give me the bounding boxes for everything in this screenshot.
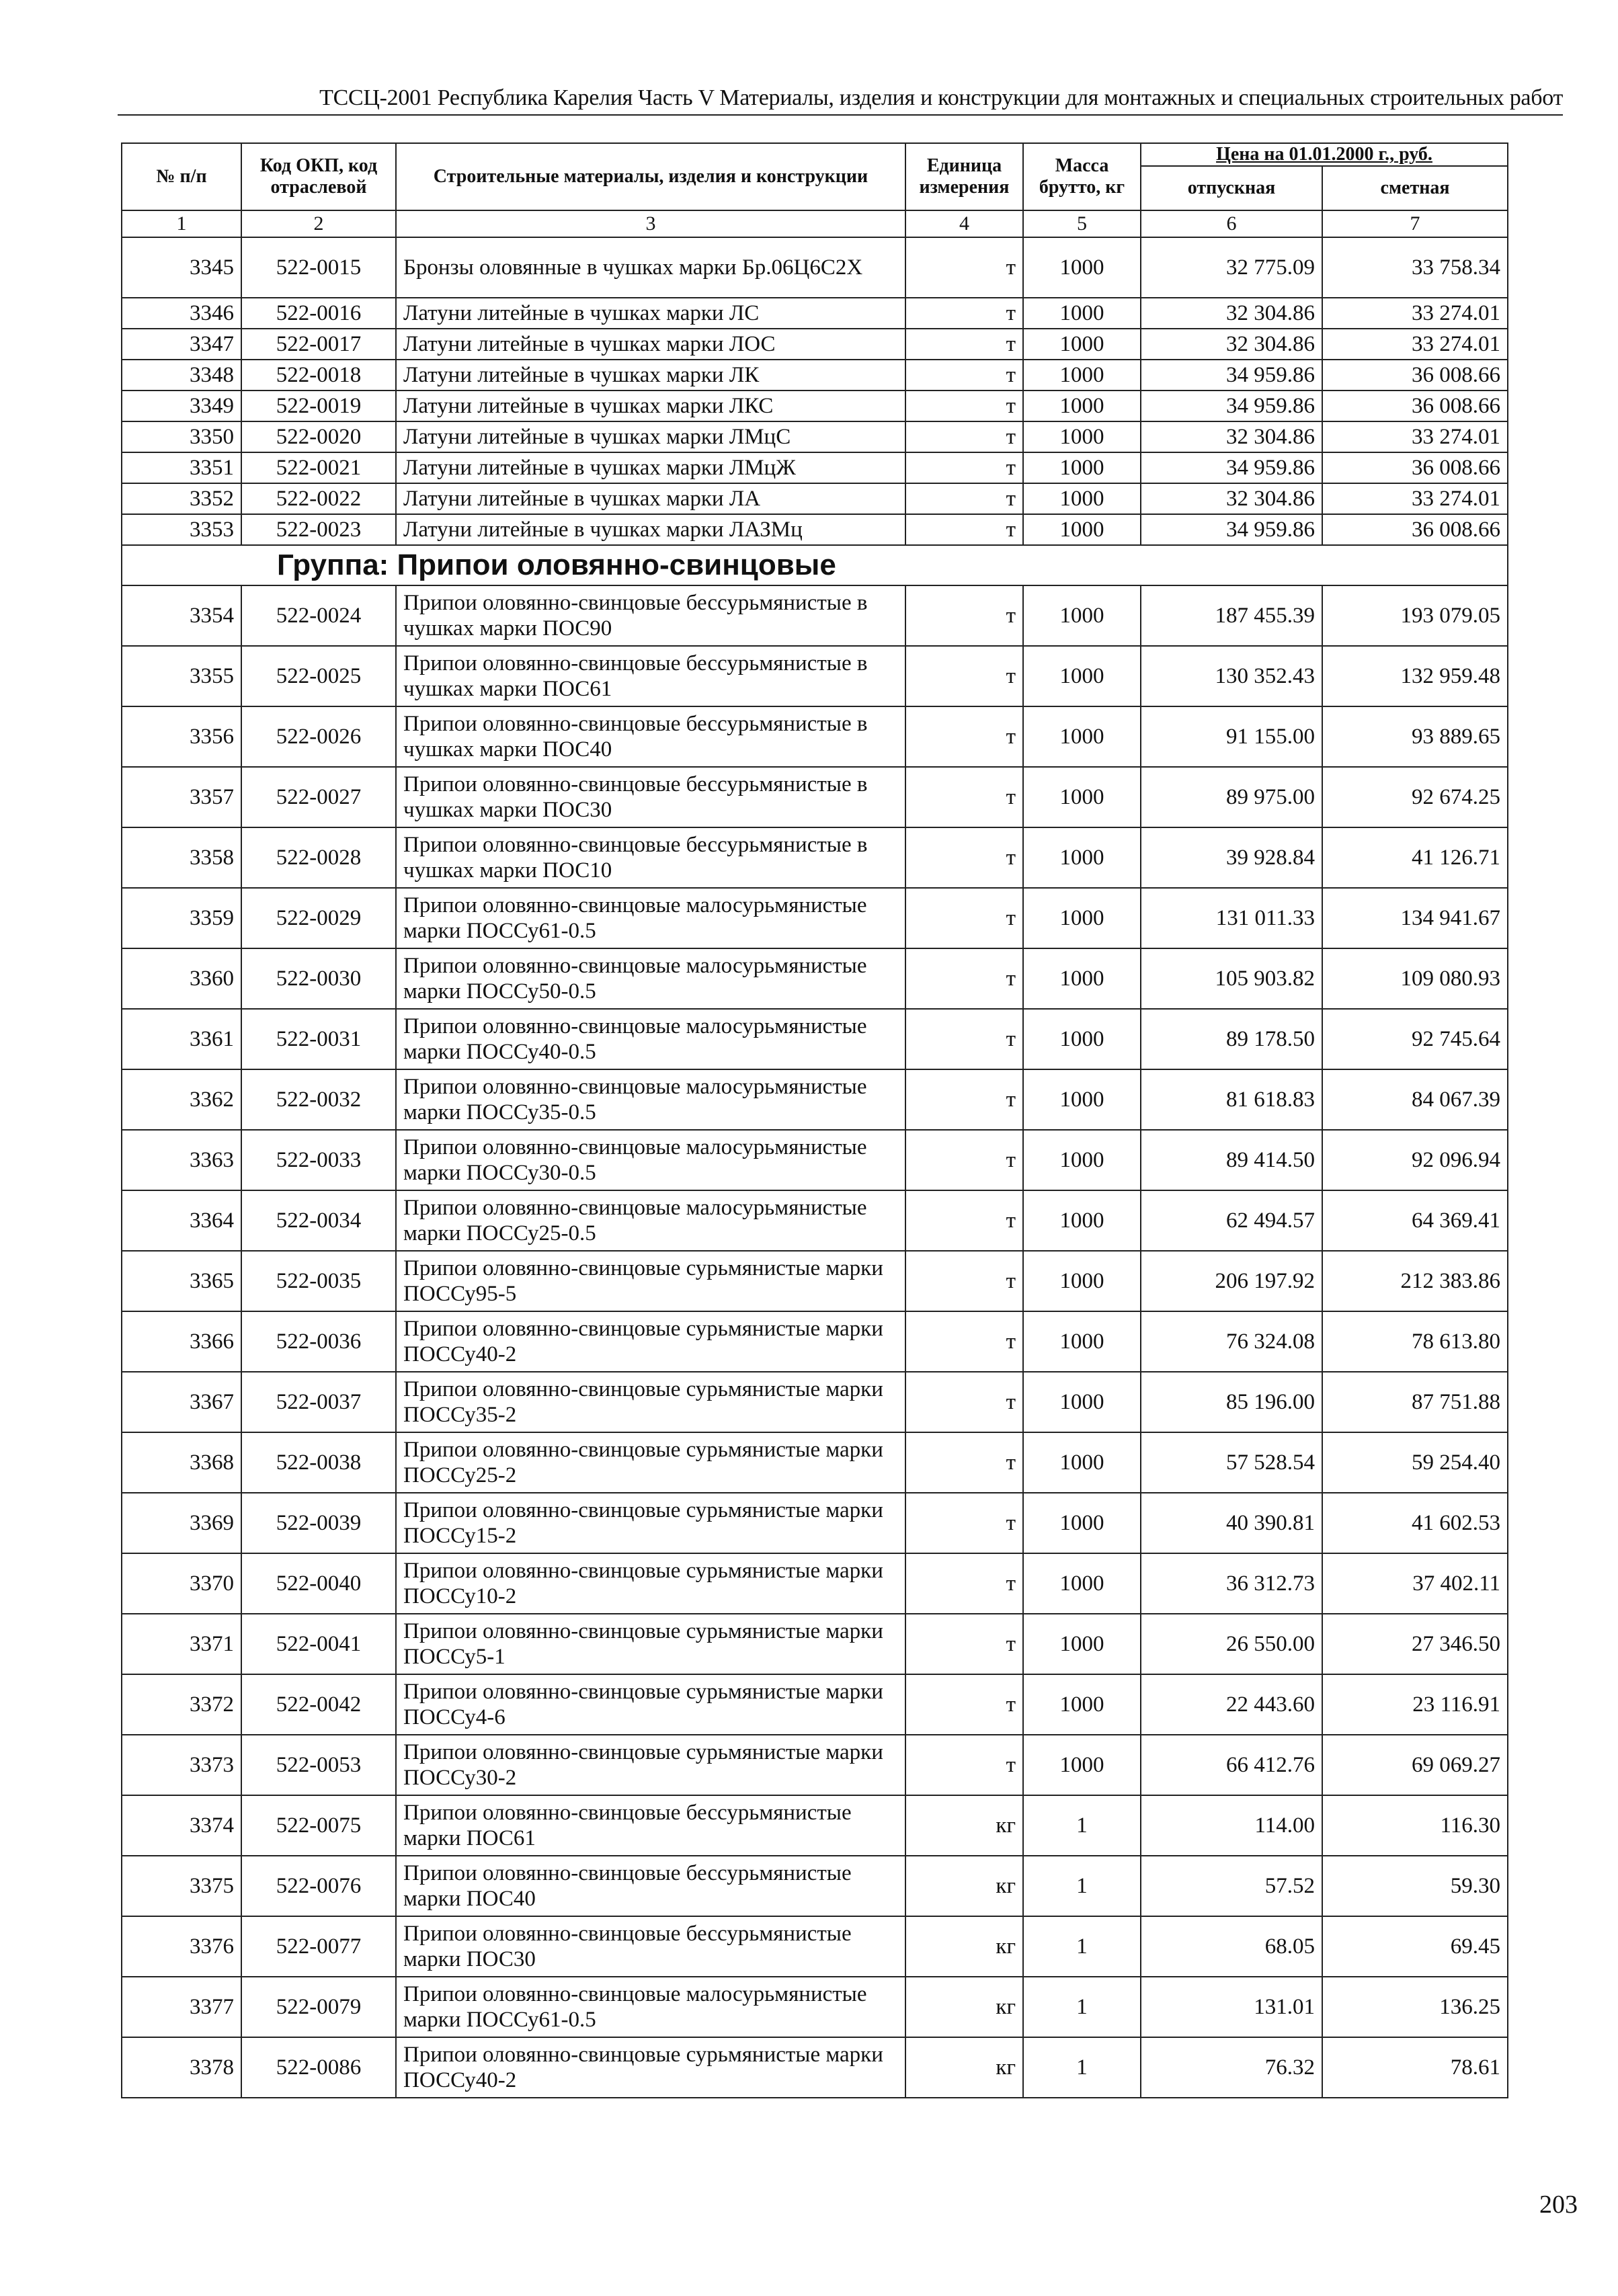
cell-unit: т [905, 1009, 1023, 1069]
cell-unit: т [905, 1190, 1023, 1251]
table-row [122, 888, 1508, 948]
table-row [122, 585, 1508, 646]
cell-mass: 1000 [1023, 1432, 1141, 1493]
cell-name: Припои оловянно-свинцовые бессурьмянистые марки ПОС40 [396, 1856, 905, 1916]
cell-unit: т [905, 1372, 1023, 1432]
table-row [122, 360, 1508, 391]
cell-name: Припои оловянно-свинцовые бессурьмянистые в чушках марки ПОС90 [396, 585, 905, 646]
cell-code: 522-0015 [241, 237, 396, 298]
cell-unit: т [905, 391, 1023, 421]
cell-name: Припои оловянно-свинцовые сурьмянистые марки ПОССу40-2 [396, 2037, 905, 2098]
cell-mass: 1000 [1023, 452, 1141, 483]
cell-price-release: 76.32 [1141, 2037, 1322, 2098]
col-number: 4 [905, 210, 1023, 237]
cell-price-estimate: 69 069.27 [1322, 1735, 1508, 1795]
cell-price-release: 39 928.84 [1141, 827, 1322, 888]
cell-price-estimate: 36 008.66 [1322, 452, 1508, 483]
table-row [122, 1251, 1508, 1311]
cell-mass: 1 [1023, 1916, 1141, 1977]
cell-name: Припои оловянно-свинцовые малосурьмянистые марки ПОССу30-0.5 [396, 1130, 905, 1190]
header-num: № п/п [122, 143, 241, 210]
cell-name: Припои оловянно-свинцовые сурьмянистые марки ПОССу35-2 [396, 1372, 905, 1432]
table-row [122, 948, 1508, 1009]
cell-code: 522-0017 [241, 329, 396, 360]
cell-name: Латуни литейные в чушках марки ЛМцЖ [396, 452, 905, 483]
cell-price-release: 32 304.86 [1141, 298, 1322, 329]
table-row [122, 1916, 1508, 1977]
cell-num: 3376 [122, 1916, 241, 1977]
cell-unit: т [905, 1069, 1023, 1130]
col-number: 3 [396, 210, 905, 237]
cell-name: Припои оловянно-свинцовые малосурьмянистые марки ПОССу61-0.5 [396, 888, 905, 948]
table-row [122, 483, 1508, 514]
cell-num: 3353 [122, 514, 241, 545]
cell-num: 3375 [122, 1856, 241, 1916]
cell-price-release: 34 959.86 [1141, 514, 1322, 545]
cell-mass: 1000 [1023, 298, 1141, 329]
cell-price-release: 91 155.00 [1141, 706, 1322, 767]
cell-mass: 1000 [1023, 1674, 1141, 1735]
cell-price-release: 81 618.83 [1141, 1069, 1322, 1130]
cell-price-release: 57.52 [1141, 1856, 1322, 1916]
table-row [122, 1614, 1508, 1674]
cell-num: 3358 [122, 827, 241, 888]
header-price-release: отпускная [1141, 166, 1322, 210]
cell-unit: кг [905, 1795, 1023, 1856]
cell-code: 522-0036 [241, 1311, 396, 1372]
cell-unit: т [905, 1251, 1023, 1311]
table-row [122, 237, 1508, 298]
cell-code: 522-0022 [241, 483, 396, 514]
cell-num: 3364 [122, 1190, 241, 1251]
cell-price-estimate: 92 745.64 [1322, 1009, 1508, 1069]
cell-code: 522-0027 [241, 767, 396, 827]
cell-price-release: 66 412.76 [1141, 1735, 1322, 1795]
group-heading-body [122, 545, 1508, 585]
cell-code: 522-0042 [241, 1674, 396, 1735]
cell-mass: 1000 [1023, 1735, 1141, 1795]
cell-price-release: 114.00 [1141, 1795, 1322, 1856]
cell-unit: т [905, 1614, 1023, 1674]
cell-num: 3367 [122, 1372, 241, 1432]
header-price-estimate: сметная [1322, 166, 1508, 210]
cell-num: 3355 [122, 646, 241, 706]
cell-mass: 1000 [1023, 767, 1141, 827]
col-number: 7 [1322, 210, 1508, 237]
cell-code: 522-0032 [241, 1069, 396, 1130]
cell-code: 522-0039 [241, 1493, 396, 1553]
column-numbers-row [122, 210, 1508, 237]
cell-code: 522-0018 [241, 360, 396, 391]
cell-code: 522-0031 [241, 1009, 396, 1069]
cell-num: 3362 [122, 1069, 241, 1130]
cell-price-release: 40 390.81 [1141, 1493, 1322, 1553]
col-number: 1 [122, 210, 241, 237]
cell-price-release: 89 414.50 [1141, 1130, 1322, 1190]
cell-mass: 1 [1023, 1856, 1141, 1916]
cell-price-release: 131.01 [1141, 1977, 1322, 2037]
cell-mass: 1000 [1023, 646, 1141, 706]
cell-price-estimate: 41 602.53 [1322, 1493, 1508, 1553]
table-row [122, 1674, 1508, 1735]
cell-name: Припои оловянно-свинцовые сурьмянистые марки ПОССу10-2 [396, 1553, 905, 1614]
cell-num: 3359 [122, 888, 241, 948]
cell-code: 522-0029 [241, 888, 396, 948]
page-header: ТССЦ-2001 Республика Карелия Часть V Материалы, изделия и конструкции для монтажных и специальных строительных работ [118, 82, 1563, 116]
cell-price-estimate: 134 941.67 [1322, 888, 1508, 948]
cell-price-estimate: 33 758.34 [1322, 237, 1508, 298]
cell-unit: т [905, 1130, 1023, 1190]
table-row [122, 452, 1508, 483]
cell-price-estimate: 36 008.66 [1322, 391, 1508, 421]
cell-num: 3345 [122, 237, 241, 298]
cell-name: Припои оловянно-свинцовые сурьмянистые марки ПОССу30-2 [396, 1735, 905, 1795]
table-row [122, 1372, 1508, 1432]
cell-code: 522-0023 [241, 514, 396, 545]
table-row [122, 298, 1508, 329]
cell-code: 522-0020 [241, 421, 396, 452]
cell-code: 522-0030 [241, 948, 396, 1009]
cell-price-estimate: 193 079.05 [1322, 585, 1508, 646]
cell-mass: 1000 [1023, 1190, 1141, 1251]
cell-price-estimate: 37 402.11 [1322, 1553, 1508, 1614]
cell-price-estimate: 59.30 [1322, 1856, 1508, 1916]
cell-num: 3351 [122, 452, 241, 483]
cell-num: 3372 [122, 1674, 241, 1735]
cell-mass: 1000 [1023, 827, 1141, 888]
cell-price-estimate: 92 096.94 [1322, 1130, 1508, 1190]
cell-name: Припои оловянно-свинцовые малосурьмянистые марки ПОССу40-0.5 [396, 1009, 905, 1069]
table-body-top [122, 237, 1508, 545]
cell-price-estimate: 136.25 [1322, 1977, 1508, 2037]
cell-price-estimate: 69.45 [1322, 1916, 1508, 1977]
cell-unit: т [905, 827, 1023, 888]
cell-name: Припои оловянно-свинцовые сурьмянистые марки ПОССу25-2 [396, 1432, 905, 1493]
cell-code: 522-0025 [241, 646, 396, 706]
cell-mass: 1000 [1023, 948, 1141, 1009]
cell-price-estimate: 33 274.01 [1322, 329, 1508, 360]
cell-price-estimate: 33 274.01 [1322, 483, 1508, 514]
table-row [122, 329, 1508, 360]
cell-unit: т [905, 646, 1023, 706]
cell-name: Припои оловянно-свинцовые сурьмянистые марки ПОССу4-6 [396, 1674, 905, 1735]
cell-code: 522-0075 [241, 1795, 396, 1856]
table-row [122, 1190, 1508, 1251]
cell-mass: 1000 [1023, 421, 1141, 452]
cell-mass: 1000 [1023, 1493, 1141, 1553]
cell-unit: т [905, 514, 1023, 545]
cell-price-estimate: 78 613.80 [1322, 1311, 1508, 1372]
cell-name: Припои оловянно-свинцовые сурьмянистые марки ПОССу15-2 [396, 1493, 905, 1553]
cell-price-release: 57 528.54 [1141, 1432, 1322, 1493]
cell-code: 522-0028 [241, 827, 396, 888]
cell-price-release: 32 304.86 [1141, 421, 1322, 452]
header-mass: Масса брутто, кг [1023, 143, 1141, 210]
cell-num: 3368 [122, 1432, 241, 1493]
cell-name: Бронзы оловянные в чушках марки Бр.06Ц6С2Х [396, 237, 905, 298]
cell-price-release: 89 178.50 [1141, 1009, 1322, 1069]
cell-code: 522-0040 [241, 1553, 396, 1614]
cell-unit: кг [905, 1977, 1023, 2037]
cell-num: 3356 [122, 706, 241, 767]
cell-unit: кг [905, 1856, 1023, 1916]
cell-unit: т [905, 298, 1023, 329]
cell-name: Припои оловянно-свинцовые сурьмянистые марки ПОССу40-2 [396, 1311, 905, 1372]
cell-unit: т [905, 585, 1023, 646]
cell-unit: кг [905, 2037, 1023, 2098]
cell-num: 3361 [122, 1009, 241, 1069]
cell-unit: т [905, 706, 1023, 767]
cell-code: 522-0041 [241, 1614, 396, 1674]
cell-num: 3378 [122, 2037, 241, 2098]
cell-num: 3365 [122, 1251, 241, 1311]
cell-num: 3366 [122, 1311, 241, 1372]
cell-price-estimate: 27 346.50 [1322, 1614, 1508, 1674]
table-row [122, 1977, 1508, 2037]
col-number: 5 [1023, 210, 1141, 237]
table-row [122, 1432, 1508, 1493]
cell-name: Латуни литейные в чушках марки ЛА [396, 483, 905, 514]
cell-unit: т [905, 1432, 1023, 1493]
cell-price-release: 22 443.60 [1141, 1674, 1322, 1735]
cell-code: 522-0033 [241, 1130, 396, 1190]
cell-mass: 1 [1023, 2037, 1141, 2098]
cell-mass: 1 [1023, 1977, 1141, 2037]
cell-price-estimate: 33 274.01 [1322, 298, 1508, 329]
cell-price-release: 26 550.00 [1141, 1614, 1322, 1674]
cell-num: 3348 [122, 360, 241, 391]
cell-price-estimate: 33 274.01 [1322, 421, 1508, 452]
page-number: 203 [1539, 2190, 1578, 2219]
cell-code: 522-0021 [241, 452, 396, 483]
cell-code: 522-0086 [241, 2037, 396, 2098]
cell-price-estimate: 87 751.88 [1322, 1372, 1508, 1432]
cell-name: Латуни литейные в чушках марки ЛМцС [396, 421, 905, 452]
group-heading-row [122, 545, 1508, 585]
cell-price-estimate: 212 383.86 [1322, 1251, 1508, 1311]
cell-num: 3363 [122, 1130, 241, 1190]
cell-unit: кг [905, 1916, 1023, 1977]
table-row [122, 1856, 1508, 1916]
cell-price-release: 36 312.73 [1141, 1553, 1322, 1614]
cell-mass: 1000 [1023, 585, 1141, 646]
table-row [122, 1795, 1508, 1856]
cell-name: Латуни литейные в чушках марки ЛС [396, 298, 905, 329]
cell-mass: 1000 [1023, 1009, 1141, 1069]
header-price-group: Цена на 01.01.2000 г., руб. [1141, 143, 1508, 166]
cell-num: 3369 [122, 1493, 241, 1553]
cell-price-release: 34 959.86 [1141, 452, 1322, 483]
cell-mass: 1000 [1023, 1130, 1141, 1190]
header-code: Код ОКП, код отраслевой [241, 143, 396, 210]
table-row [122, 1493, 1508, 1553]
table-row [122, 1009, 1508, 1069]
header-unit: Единица измерения [905, 143, 1023, 210]
cell-price-estimate: 93 889.65 [1322, 706, 1508, 767]
cell-name: Припои оловянно-свинцовые бессурьмянистые марки ПОС61 [396, 1795, 905, 1856]
table-row [122, 646, 1508, 706]
cell-price-release: 187 455.39 [1141, 585, 1322, 646]
cell-mass: 1000 [1023, 329, 1141, 360]
cell-num: 3377 [122, 1977, 241, 2037]
cell-code: 522-0026 [241, 706, 396, 767]
cell-num: 3360 [122, 948, 241, 1009]
cell-mass: 1000 [1023, 1069, 1141, 1130]
header-name: Строительные материалы, изделия и конструкции [396, 143, 905, 210]
cell-unit: т [905, 483, 1023, 514]
cell-price-release: 206 197.92 [1141, 1251, 1322, 1311]
cell-code: 522-0024 [241, 585, 396, 646]
cell-mass: 1000 [1023, 483, 1141, 514]
cell-name: Припои оловянно-свинцовые малосурьмянистые марки ПОССу50-0.5 [396, 948, 905, 1009]
table-row [122, 2037, 1508, 2098]
cell-code: 522-0053 [241, 1735, 396, 1795]
cell-code: 522-0038 [241, 1432, 396, 1493]
cell-code: 522-0019 [241, 391, 396, 421]
table-row [122, 1553, 1508, 1614]
cell-unit: т [905, 452, 1023, 483]
cell-mass: 1000 [1023, 1251, 1141, 1311]
cell-price-release: 32 304.86 [1141, 483, 1322, 514]
cell-price-release: 34 959.86 [1141, 360, 1322, 391]
cell-price-release: 131 011.33 [1141, 888, 1322, 948]
table-row [122, 1735, 1508, 1795]
cell-mass: 1000 [1023, 1372, 1141, 1432]
cell-mass: 1000 [1023, 514, 1141, 545]
cell-price-release: 85 196.00 [1141, 1372, 1322, 1432]
cell-price-release: 32 304.86 [1141, 329, 1322, 360]
table-row [122, 706, 1508, 767]
cell-price-estimate: 36 008.66 [1322, 360, 1508, 391]
cell-name: Припои оловянно-свинцовые бессурьмянистые в чушках марки ПОС40 [396, 706, 905, 767]
cell-mass: 1 [1023, 1795, 1141, 1856]
cell-code: 522-0077 [241, 1916, 396, 1977]
cell-mass: 1000 [1023, 1553, 1141, 1614]
cell-code: 522-0076 [241, 1856, 396, 1916]
cell-name: Припои оловянно-свинцовые бессурьмянистые в чушках марки ПОС61 [396, 646, 905, 706]
cell-price-release: 68.05 [1141, 1916, 1322, 1977]
cell-code: 522-0035 [241, 1251, 396, 1311]
cell-unit: т [905, 948, 1023, 1009]
cell-mass: 1000 [1023, 237, 1141, 298]
cell-name: Латуни литейные в чушках марки ЛАЗМц [396, 514, 905, 545]
table-row [122, 827, 1508, 888]
cell-price-estimate: 23 116.91 [1322, 1674, 1508, 1735]
cell-code: 522-0079 [241, 1977, 396, 2037]
cell-unit: т [905, 329, 1023, 360]
cell-price-release: 105 903.82 [1141, 948, 1322, 1009]
cell-price-estimate: 36 008.66 [1322, 514, 1508, 545]
cell-price-release: 62 494.57 [1141, 1190, 1322, 1251]
cell-name: Припои оловянно-свинцовые бессурьмянистые в чушках марки ПОС10 [396, 827, 905, 888]
table-body-group [122, 585, 1508, 2098]
cell-price-release: 76 324.08 [1141, 1311, 1322, 1372]
cell-unit: т [905, 421, 1023, 452]
cell-num: 3347 [122, 329, 241, 360]
cell-num: 3371 [122, 1614, 241, 1674]
cell-price-estimate: 109 080.93 [1322, 948, 1508, 1009]
cell-num: 3357 [122, 767, 241, 827]
table-row [122, 767, 1508, 827]
cell-num: 3352 [122, 483, 241, 514]
cell-num: 3370 [122, 1553, 241, 1614]
table-header-row [122, 143, 1508, 166]
cell-name: Латуни литейные в чушках марки ЛК [396, 360, 905, 391]
table-row [122, 514, 1508, 545]
cell-price-release: 89 975.00 [1141, 767, 1322, 827]
cell-num: 3373 [122, 1735, 241, 1795]
cell-num: 3346 [122, 298, 241, 329]
cell-name: Припои оловянно-свинцовые сурьмянистые марки ПОССу5-1 [396, 1614, 905, 1674]
cell-price-estimate: 41 126.71 [1322, 827, 1508, 888]
cell-name: Припои оловянно-свинцовые бессурьмянистые в чушках марки ПОС30 [396, 767, 905, 827]
cell-name: Латуни литейные в чушках марки ЛКС [396, 391, 905, 421]
cell-unit: т [905, 1493, 1023, 1553]
cell-num: 3374 [122, 1795, 241, 1856]
cell-code: 522-0016 [241, 298, 396, 329]
cell-unit: т [905, 237, 1023, 298]
cell-unit: т [905, 1735, 1023, 1795]
cell-unit: т [905, 888, 1023, 948]
cell-mass: 1000 [1023, 888, 1141, 948]
cell-mass: 1000 [1023, 360, 1141, 391]
cell-unit: т [905, 360, 1023, 391]
cell-mass: 1000 [1023, 1614, 1141, 1674]
cell-unit: т [905, 1674, 1023, 1735]
cell-price-estimate: 59 254.40 [1322, 1432, 1508, 1493]
cell-mass: 1000 [1023, 1311, 1141, 1372]
group-title: Группа: Припои оловянно-свинцовые [122, 545, 1508, 585]
cell-price-estimate: 92 674.25 [1322, 767, 1508, 827]
cell-price-estimate: 116.30 [1322, 1795, 1508, 1856]
cell-num: 3354 [122, 585, 241, 646]
col-number: 6 [1141, 210, 1322, 237]
cell-num: 3349 [122, 391, 241, 421]
cell-price-release: 130 352.43 [1141, 646, 1322, 706]
cell-price-estimate: 78.61 [1322, 2037, 1508, 2098]
table-row [122, 1130, 1508, 1190]
cell-name: Припои оловянно-свинцовые бессурьмянистые марки ПОС30 [396, 1916, 905, 1977]
cell-unit: т [905, 1311, 1023, 1372]
table-row [122, 1311, 1508, 1372]
table-row [122, 1069, 1508, 1130]
cell-mass: 1000 [1023, 391, 1141, 421]
col-number: 2 [241, 210, 396, 237]
table-row [122, 391, 1508, 421]
cell-num: 3350 [122, 421, 241, 452]
cell-price-estimate: 132 959.48 [1322, 646, 1508, 706]
cell-price-release: 34 959.86 [1141, 391, 1322, 421]
table-row [122, 421, 1508, 452]
cell-name: Припои оловянно-свинцовые сурьмянистые марки ПОССу95-5 [396, 1251, 905, 1311]
cell-code: 522-0034 [241, 1190, 396, 1251]
cell-code: 522-0037 [241, 1372, 396, 1432]
cell-name: Припои оловянно-свинцовые малосурьмянистые марки ПОССу61-0.5 [396, 1977, 905, 2037]
cell-unit: т [905, 1553, 1023, 1614]
cell-mass: 1000 [1023, 706, 1141, 767]
cell-price-release: 32 775.09 [1141, 237, 1322, 298]
cell-unit: т [905, 767, 1023, 827]
cell-name: Припои оловянно-свинцовые малосурьмянистые марки ПОССу25-0.5 [396, 1190, 905, 1251]
cell-name: Латуни литейные в чушках марки ЛОС [396, 329, 905, 360]
cell-price-estimate: 64 369.41 [1322, 1190, 1508, 1251]
cell-name: Припои оловянно-свинцовые малосурьмянистые марки ПОССу35-0.5 [396, 1069, 905, 1130]
price-table [121, 142, 1508, 2098]
cell-price-estimate: 84 067.39 [1322, 1069, 1508, 1130]
